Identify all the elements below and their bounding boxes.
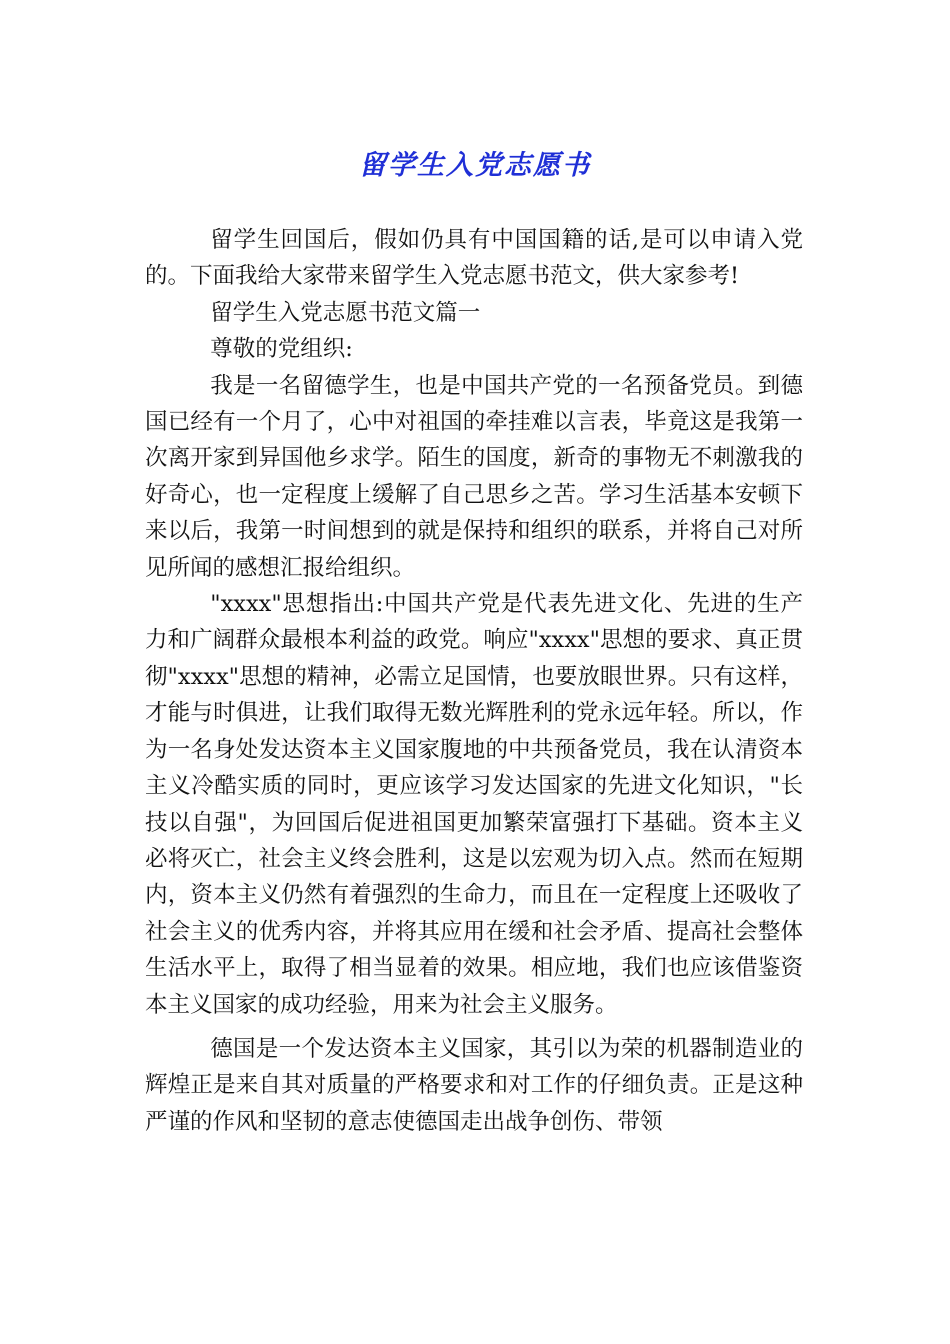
- paragraph-salutation: 尊敬的党组织:: [210, 336, 353, 363]
- document-body: [145, 222, 803, 1140]
- paragraph-sample-heading: 留学生入党志愿书范文篇一: [210, 299, 481, 326]
- paragraph-intro: 留学生回国后，假如仍具有中国国籍的话,是可以申请入党的。下面我给大家带来留学生入党志愿书范文，供大家参考!: [145, 227, 803, 290]
- paragraph-body-1: 我是一名留德学生，也是中国共产党的一名预备党员。到德国已经有一个月了，心中对祖国的牵挂难以言表，毕竟这是我第一次离开家到异国他乡求学。陌生的国度，新奇的事物无不刺激我的好奇心，也一定程度上缓解了自己思乡之苦。学习生活基本安顿下来以后，我第一时间想到的就是保持和组织的联系，并将自己对所见所闻的感想汇报给组织。: [145, 372, 803, 581]
- paragraph-body-2: "xxxx"思想指出:中国共产党是代表先进文化、先进的生产力和广阔群众最根本利益的政党。响应"xxxx"思想的要求、真正贯彻"xxxx"思想的精神，必需立足国情，也要放眼世界。只有这样，才能与时俱进，让我们取得无数光辉胜利的党永远年轻。所以，作为一名身处发达资本主义国家腹地的中共预备党员，我在认清资本主义冷酷实质的同时，更应该学习发达国家的先进文化知识，"长技以自强"，为回国后促进祖国更加繁荣富强打下基础。资本主义必将灭亡，社会主义终会胜利，这是以宏观为切入点。然而在短期内，资本主义仍然有着强烈的生命力，而且在一定程度上还吸收了社会主义的优秀内容，并将其应用在缓和社会矛盾、提高社会整体生活水平上，取得了相当显着的效果。相应地，我们也应该借鉴资本主义国家的成功经验，用来为社会主义服务。: [145, 591, 803, 1018]
- paragraph-body-3: 德国是一个发达资本主义国家，其引以为荣的机器制造业的辉煌正是来自其对质量的严格要求和对工作的仔细负责。正是这种严谨的作风和坚韧的意志使德国走出战争创伤、带领: [145, 1035, 803, 1135]
- document-title: 留学生入党志愿书: [359, 150, 591, 182]
